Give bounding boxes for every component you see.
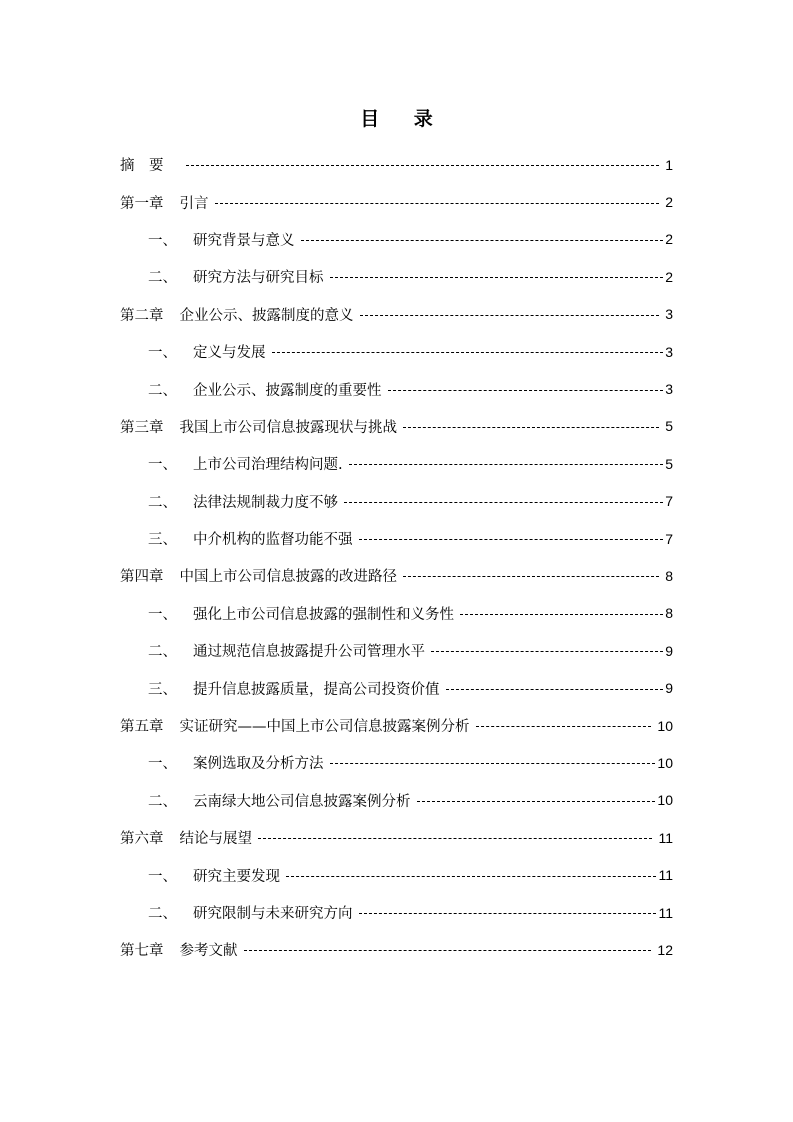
toc-entry-text: 结论与展望 bbox=[179, 831, 252, 848]
toc-entry-number: 一、 bbox=[148, 868, 177, 885]
toc-entry-text: 法律法规制裁力度不够 bbox=[193, 494, 338, 511]
toc-dot-leader bbox=[344, 502, 663, 503]
toc-page-number: 11 bbox=[658, 904, 673, 921]
toc-page-number: 11 bbox=[658, 867, 673, 884]
toc-dot-leader bbox=[215, 203, 660, 204]
toc-chapter-entry[interactable] bbox=[120, 146, 673, 183]
toc-page-number: 1 bbox=[665, 156, 673, 173]
toc-chapter-entry[interactable] bbox=[120, 819, 673, 856]
toc-entry-label bbox=[120, 715, 470, 736]
toc-dot-leader bbox=[301, 240, 664, 241]
toc-entry-text: 通过规范信息披露提升公司管理水平 bbox=[193, 644, 425, 661]
toc-dot-leader bbox=[244, 950, 652, 951]
toc-page-number: 7 bbox=[665, 530, 673, 547]
toc-section-entry[interactable] bbox=[120, 370, 673, 407]
toc-dot-leader bbox=[330, 277, 664, 278]
toc-dot-leader bbox=[349, 464, 664, 465]
toc-section-entry[interactable] bbox=[120, 856, 673, 893]
toc-title: 目 录 bbox=[360, 108, 447, 130]
toc-page-number: 12 bbox=[657, 941, 673, 958]
toc-entry-number: 第七章 bbox=[120, 943, 164, 960]
toc-page-number: 8 bbox=[665, 567, 673, 584]
toc-entry-text: 我国上市公司信息披露现状与挑战 bbox=[179, 419, 397, 436]
toc-dot-leader bbox=[359, 913, 657, 914]
toc-dot-leader bbox=[460, 614, 663, 615]
toc-entry-label bbox=[148, 865, 280, 886]
toc-section-entry[interactable] bbox=[120, 894, 673, 931]
toc-section-entry[interactable] bbox=[120, 333, 673, 370]
toc-entry-label bbox=[120, 192, 209, 213]
toc-dot-leader bbox=[388, 390, 664, 391]
toc-section-entry[interactable] bbox=[120, 595, 673, 632]
toc-page-number: 11 bbox=[658, 829, 673, 846]
toc-dot-leader bbox=[431, 651, 663, 652]
toc-entry-number: 二、 bbox=[148, 644, 177, 661]
toc-page-number: 5 bbox=[665, 418, 673, 435]
toc-entry-text: 上市公司治理结构问题. bbox=[193, 457, 343, 474]
toc-entry-number: 一、 bbox=[148, 457, 177, 474]
toc-entry-number: 一、 bbox=[148, 345, 177, 362]
toc-dot-leader bbox=[186, 165, 660, 166]
toc-section-entry[interactable] bbox=[120, 221, 673, 258]
table-of-contents bbox=[120, 146, 673, 969]
toc-chapter-entry[interactable] bbox=[120, 557, 673, 594]
toc-entry-label bbox=[148, 266, 324, 287]
toc-entry-number: 第五章 bbox=[120, 719, 164, 736]
toc-page-number: 5 bbox=[665, 455, 673, 472]
toc-entry-label bbox=[148, 341, 266, 362]
toc-section-entry[interactable] bbox=[120, 483, 673, 520]
toc-dot-leader bbox=[446, 689, 664, 690]
toc-page-number: 3 bbox=[665, 343, 673, 360]
toc-entry-label bbox=[148, 640, 425, 661]
toc-entry-number: 三、 bbox=[148, 532, 177, 549]
toc-entry-label bbox=[148, 453, 343, 474]
toc-page-number: 10 bbox=[657, 717, 673, 734]
toc-entry-text: 实证研究——中国上市公司信息披露案例分析 bbox=[179, 719, 470, 736]
toc-entry-text: 中介机构的监督功能不强 bbox=[193, 532, 353, 549]
toc-dot-leader bbox=[417, 801, 656, 802]
toc-page-number: 2 bbox=[665, 231, 673, 248]
toc-page-number: 8 bbox=[665, 605, 673, 622]
toc-page-number: 10 bbox=[657, 792, 673, 809]
toc-entry-number: 二、 bbox=[148, 793, 177, 810]
toc-section-entry[interactable] bbox=[120, 782, 673, 819]
toc-entry-text: 中国上市公司信息披露的改进路径 bbox=[179, 569, 397, 586]
toc-entry-number: 第一章 bbox=[120, 195, 164, 212]
toc-entry-number: 第六章 bbox=[120, 831, 164, 848]
toc-entry-number: 一、 bbox=[148, 232, 177, 249]
toc-entry-text: 强化上市公司信息披露的强制性和义务性 bbox=[193, 606, 454, 623]
toc-entry-number: 二、 bbox=[148, 494, 177, 511]
toc-entry-number: 摘 要 bbox=[120, 158, 164, 175]
toc-chapter-entry[interactable] bbox=[120, 707, 673, 744]
toc-page-number: 3 bbox=[665, 381, 673, 398]
toc-entry-label bbox=[120, 416, 397, 437]
toc-chapter-entry[interactable] bbox=[120, 931, 673, 968]
toc-dot-leader bbox=[403, 576, 659, 577]
toc-entry-number: 第三章 bbox=[120, 419, 164, 436]
toc-entry-text: 定义与发展 bbox=[193, 345, 266, 362]
toc-page-number: 9 bbox=[665, 642, 673, 659]
toc-entry-label bbox=[148, 379, 382, 400]
toc-chapter-entry[interactable] bbox=[120, 296, 673, 333]
toc-entry-label bbox=[120, 939, 238, 960]
toc-section-entry[interactable] bbox=[120, 744, 673, 781]
toc-dot-leader bbox=[403, 427, 659, 428]
toc-entry-number: 第四章 bbox=[120, 569, 164, 586]
toc-dot-leader bbox=[476, 726, 652, 727]
toc-entry-number: 第二章 bbox=[120, 307, 164, 324]
toc-entry-label bbox=[148, 528, 353, 549]
toc-dot-leader bbox=[258, 838, 652, 839]
toc-page-number: 2 bbox=[665, 194, 673, 211]
toc-entry-label bbox=[120, 154, 180, 175]
toc-dot-leader bbox=[359, 539, 664, 540]
toc-section-entry[interactable] bbox=[120, 445, 673, 482]
toc-entry-label bbox=[120, 827, 252, 848]
toc-entry-text: 参考文献 bbox=[179, 943, 238, 960]
toc-entry-text: 研究主要发现 bbox=[193, 868, 280, 885]
toc-entry-label bbox=[148, 902, 353, 923]
toc-entry-text: 研究方法与研究目标 bbox=[193, 270, 324, 287]
toc-entry-label bbox=[148, 491, 338, 512]
toc-entry-number: 二、 bbox=[148, 906, 177, 922]
toc-entry-text: 研究限制与未来研究方向 bbox=[193, 906, 353, 922]
toc-page-number: 2 bbox=[665, 268, 673, 285]
toc-entry-text: 企业公示、披露制度的重要性 bbox=[193, 382, 382, 399]
toc-chapter-entry[interactable] bbox=[120, 183, 673, 220]
toc-entry-text: 企业公示、披露制度的意义 bbox=[179, 307, 354, 324]
toc-dot-leader bbox=[272, 352, 664, 353]
toc-section-entry[interactable] bbox=[120, 520, 673, 557]
toc-page-number: 9 bbox=[665, 680, 673, 697]
toc-entry-number: 三、 bbox=[148, 681, 177, 698]
toc-entry-label bbox=[120, 565, 397, 586]
toc-entry-label bbox=[148, 752, 324, 773]
toc-entry-label bbox=[148, 678, 440, 699]
toc-entry-label bbox=[148, 229, 295, 250]
toc-entry-number: 一、 bbox=[148, 756, 177, 773]
toc-dot-leader bbox=[286, 876, 656, 877]
toc-entry-text: 引言 bbox=[179, 195, 209, 212]
toc-section-entry[interactable] bbox=[120, 258, 673, 295]
toc-section-entry[interactable] bbox=[120, 669, 673, 706]
toc-page-number: 10 bbox=[657, 754, 673, 771]
toc-section-entry[interactable] bbox=[120, 632, 673, 669]
toc-entry-label bbox=[148, 603, 454, 624]
toc-entry-text: 案例选取及分析方法 bbox=[193, 756, 324, 773]
toc-entry-text: 提升信息披露质量，提高公司投资价值 bbox=[193, 681, 440, 698]
toc-dot-leader bbox=[360, 315, 660, 316]
toc-entry-number: 一、 bbox=[148, 606, 177, 623]
toc-entry-label bbox=[148, 790, 411, 811]
toc-page-number: 3 bbox=[665, 306, 673, 323]
toc-entry-text: 研究背景与意义 bbox=[193, 232, 295, 249]
toc-chapter-entry[interactable] bbox=[120, 408, 673, 445]
toc-page-number: 7 bbox=[665, 493, 673, 510]
toc-dot-leader bbox=[330, 763, 656, 764]
toc-entry-text: 云南绿大地公司信息披露案例分析 bbox=[193, 793, 411, 810]
toc-entry-label bbox=[120, 304, 354, 325]
toc-entry-number: 二、 bbox=[148, 382, 177, 399]
toc-entry-number: 二、 bbox=[148, 270, 177, 287]
